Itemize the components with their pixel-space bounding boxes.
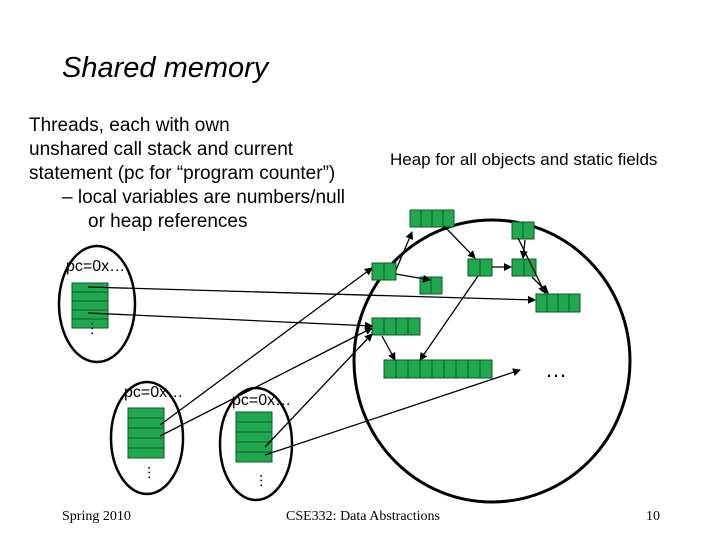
heap-object-field xyxy=(432,360,444,378)
footer-course: CSE332: Data Abstractions xyxy=(286,509,440,524)
heap-label: Heap for all objects and static fields xyxy=(390,150,658,169)
thread-2-stack-ellipsis: … xyxy=(137,465,154,480)
heap-object-field xyxy=(468,259,480,276)
heap-objects xyxy=(372,210,580,378)
thread-2-stack-frame xyxy=(128,428,164,438)
ref-obj-ab xyxy=(396,232,412,270)
heap-object-field xyxy=(444,360,456,378)
heap-object-field xyxy=(372,318,384,335)
heap-object-field xyxy=(431,277,442,294)
bullet-line-1: Threads, each with own xyxy=(29,115,230,136)
heap-object-field xyxy=(396,318,408,335)
footer-date: Spring 2010 xyxy=(62,509,131,524)
thread-2-pc-label: pc=0x… xyxy=(124,384,184,401)
bullet-line-2: unshared call stack and current xyxy=(29,139,294,160)
thread-3-pc-label: pc=0x… xyxy=(232,392,292,409)
heap-object-field xyxy=(432,210,443,227)
thread-1-stack-frame xyxy=(72,310,108,319)
thread-2-stack-frame xyxy=(128,408,164,418)
bullet-line-3: statement (pc for “program counter”) xyxy=(29,163,336,184)
heap-object-field xyxy=(421,210,432,227)
sub-bullet-line-1: – local variables are numbers/null xyxy=(62,187,346,208)
heap-object-field xyxy=(384,263,396,280)
heap-object-field xyxy=(408,360,420,378)
heap-object-field xyxy=(456,360,468,378)
heap-object-field xyxy=(468,360,480,378)
slide-title: Shared memory xyxy=(62,52,269,84)
ref-thread3-b xyxy=(265,370,520,455)
sub-bullet-line-2: or heap references xyxy=(88,211,248,232)
heap-object-field xyxy=(384,360,396,378)
heap-object-field xyxy=(408,318,420,335)
heap-object-field xyxy=(384,318,396,335)
heap-object-field xyxy=(558,294,569,312)
heap-object-field xyxy=(480,360,492,378)
thread-1-stack-frame xyxy=(72,292,108,301)
heap-object-field xyxy=(396,360,408,378)
thread-3-stack-frame xyxy=(236,452,272,462)
ref-obj-eg xyxy=(532,277,548,293)
heap-object-field xyxy=(480,259,492,276)
heap-object-field xyxy=(569,294,580,312)
thread-1-stack-frame xyxy=(72,301,108,310)
thread-3-stack-frame xyxy=(236,412,272,422)
heap-object-field xyxy=(410,210,421,227)
ref-thread1-top xyxy=(88,287,535,300)
thread-1-stack-ellipsis: … xyxy=(80,321,97,336)
ref-thread1-mid xyxy=(88,313,372,326)
thread-2-stack-frame xyxy=(128,448,164,458)
thread-3-stack-frame xyxy=(236,432,272,442)
heap-more-ellipsis: … xyxy=(545,357,567,382)
heap-object-field xyxy=(547,294,558,312)
thread-2-stack-frame xyxy=(128,418,164,428)
thread-3-stack-ellipsis: … xyxy=(249,473,266,488)
thread-3-stack-frame xyxy=(236,422,272,432)
thread-2-stack-frame xyxy=(128,438,164,448)
heap-object-field xyxy=(523,222,534,239)
heap-object-field xyxy=(536,294,547,312)
thread-3-stack-frame xyxy=(236,442,272,452)
call-stacks xyxy=(72,283,272,462)
ref-obj-hi xyxy=(382,336,395,360)
heap-object-field xyxy=(512,222,523,239)
footer-page-number: 10 xyxy=(646,509,660,524)
ref-obj-bc xyxy=(444,226,475,258)
heap-object-field xyxy=(420,360,432,378)
heap-object-field xyxy=(372,263,384,280)
heap-object-field xyxy=(512,259,524,276)
heap-object-field xyxy=(443,210,454,227)
thread-1-pc-label: pc=0x… xyxy=(66,258,126,275)
